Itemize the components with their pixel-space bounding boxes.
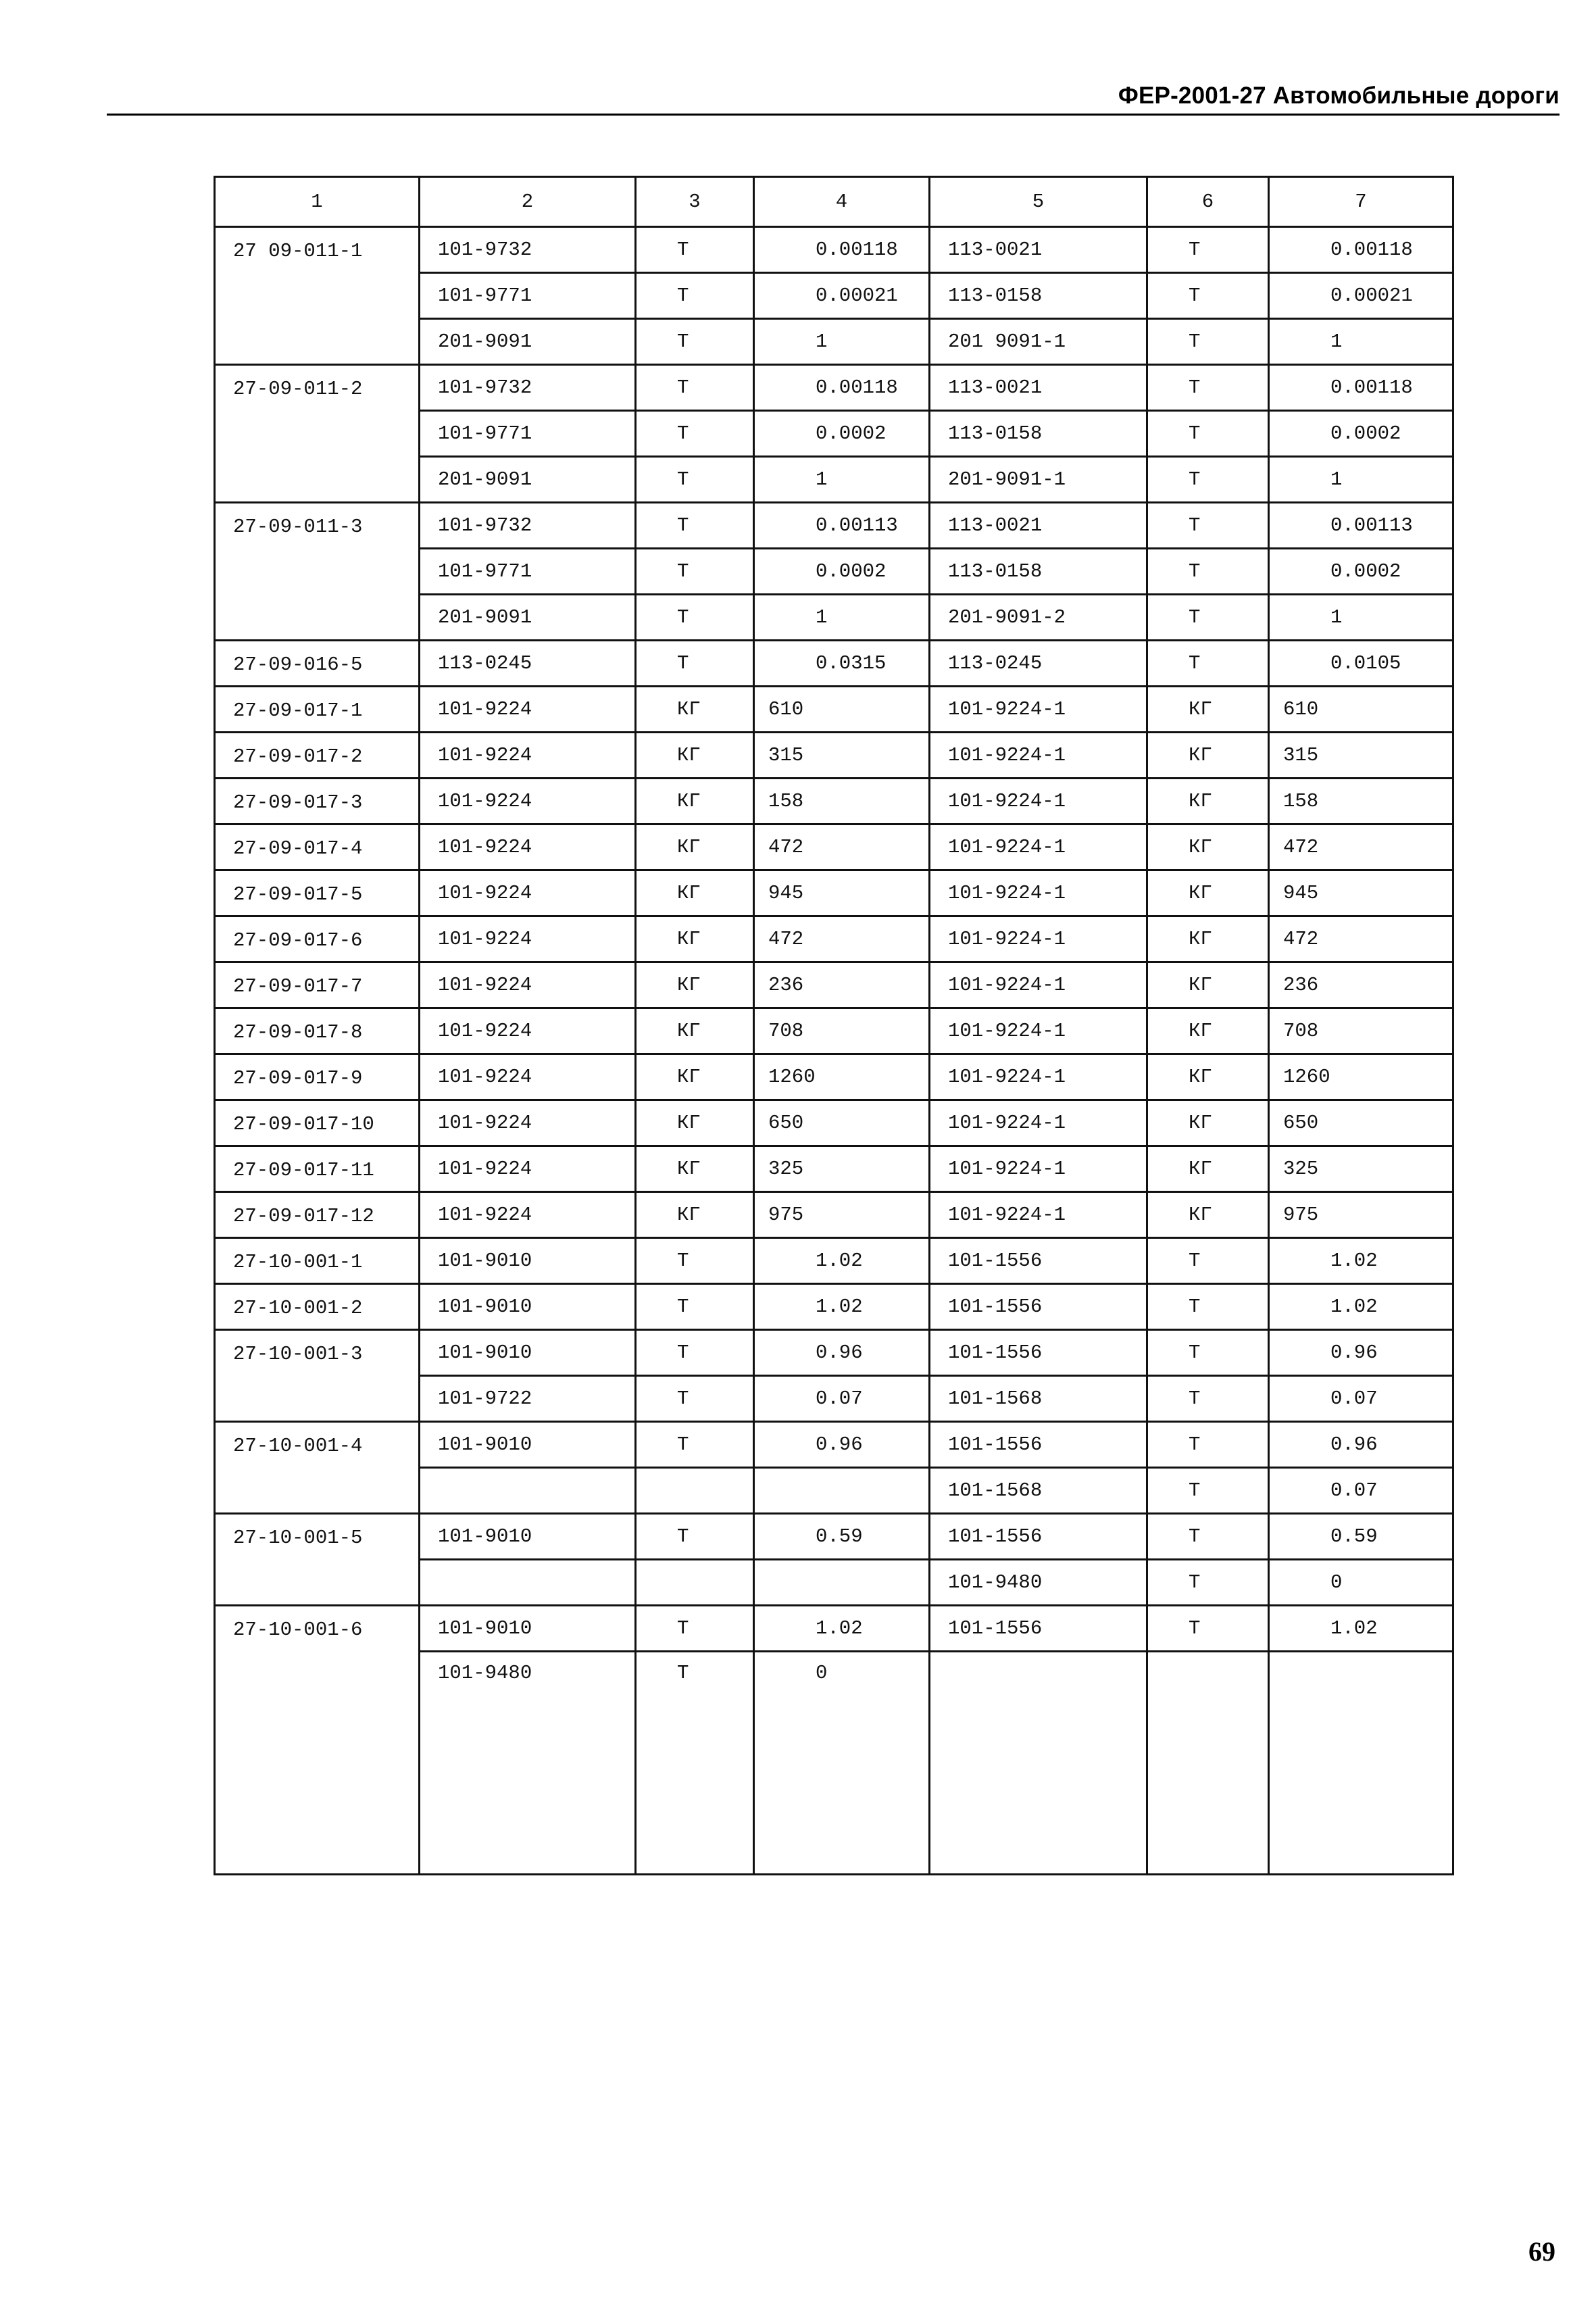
replacement-code-cell: 101-1556: [930, 1238, 1147, 1284]
replacement-unit-cell: Т: [1147, 549, 1269, 595]
resource-code-cell: 101-9224: [420, 779, 636, 824]
rate-code-cell: 27-10-001-5: [215, 1514, 420, 1606]
replacement-code-cell: 113-0021: [930, 227, 1147, 273]
replacement-quantity-cell: 0.00021: [1269, 273, 1453, 319]
replacement-code-cell: 113-0158: [930, 549, 1147, 595]
replacement-code-cell: 201-9091-1: [930, 457, 1147, 503]
table-row: [215, 870, 1453, 916]
rate-code-cell: 27-09-017-1: [215, 687, 420, 733]
rate-code-cell: 27-09-017-11: [215, 1146, 420, 1192]
resource-code-cell: 101-9224: [420, 1100, 636, 1146]
table-row: [215, 503, 1453, 549]
quantity-cell: 1.02: [754, 1606, 930, 1652]
replacement-quantity-cell: 0: [1269, 1560, 1453, 1606]
rate-code-cell: 27-09-017-6: [215, 916, 420, 962]
quantity-cell: 158: [754, 779, 930, 824]
unit-cell: Т: [636, 1330, 754, 1376]
replacement-quantity-cell: 472: [1269, 824, 1453, 870]
resource-code-cell: 101-9732: [420, 365, 636, 411]
replacement-unit-cell: Т: [1147, 365, 1269, 411]
unit-cell: КГ: [636, 916, 754, 962]
replacement-quantity-cell: 945: [1269, 870, 1453, 916]
replacement-code-cell: 101-9224-1: [930, 870, 1147, 916]
unit-cell: КГ: [636, 779, 754, 824]
resource-code-cell: 101-9010: [420, 1422, 636, 1468]
resource-code-cell: 101-9722: [420, 1376, 636, 1422]
resource-code-cell: 101-9224: [420, 1054, 636, 1100]
replacement-code-cell: 101-9480: [930, 1560, 1147, 1606]
column-header: 2: [420, 177, 636, 227]
replacement-unit-cell: КГ: [1147, 779, 1269, 824]
quantity-cell: 0.07: [754, 1376, 930, 1422]
quantity-cell: 0: [754, 1652, 930, 1875]
quantity-cell: 1: [754, 457, 930, 503]
replacement-quantity-cell: 1.02: [1269, 1284, 1453, 1330]
replacement-unit-cell: Т: [1147, 227, 1269, 273]
quantity-cell: 472: [754, 824, 930, 870]
replacement-unit-cell: Т: [1147, 1514, 1269, 1560]
quantity-cell: 975: [754, 1192, 930, 1238]
quantity-cell: [754, 1560, 930, 1606]
resource-code-cell: 201-9091: [420, 595, 636, 641]
column-header: 1: [215, 177, 420, 227]
table-row: [215, 1422, 1453, 1468]
rate-code-cell: 27 09-011-1: [215, 227, 420, 365]
rate-code-cell: 27-09-017-3: [215, 779, 420, 824]
rate-code-cell: 27-09-017-9: [215, 1054, 420, 1100]
resource-code-cell: 101-9224: [420, 916, 636, 962]
table-row: [215, 1284, 1453, 1330]
replacement-unit-cell: КГ: [1147, 916, 1269, 962]
resource-code-cell: 101-9010: [420, 1606, 636, 1652]
table-row: [215, 779, 1453, 824]
table-row: [215, 916, 1453, 962]
replacement-unit-cell: КГ: [1147, 870, 1269, 916]
replacement-quantity-cell: 158: [1269, 779, 1453, 824]
table-row: [215, 1192, 1453, 1238]
replacement-unit-cell: КГ: [1147, 1192, 1269, 1238]
replacement-quantity-cell: 975: [1269, 1192, 1453, 1238]
table-row: [215, 1008, 1453, 1054]
unit-cell: Т: [636, 1606, 754, 1652]
resource-code-cell: 101-9010: [420, 1238, 636, 1284]
quantity-cell: 0.96: [754, 1330, 930, 1376]
resource-table: [214, 176, 1454, 1875]
unit-cell: Т: [636, 641, 754, 687]
table-row: [215, 1238, 1453, 1284]
replacement-code-cell: 201 9091-1: [930, 319, 1147, 365]
resource-code-cell: [420, 1468, 636, 1514]
resource-code-cell: 101-9771: [420, 273, 636, 319]
quantity-cell: 315: [754, 733, 930, 779]
rate-code-cell: 27-09-017-5: [215, 870, 420, 916]
replacement-unit-cell: Т: [1147, 457, 1269, 503]
rate-code-cell: 27-10-001-2: [215, 1284, 420, 1330]
resource-code-cell: 101-9010: [420, 1330, 636, 1376]
table-row: [215, 1606, 1453, 1652]
replacement-code-cell: [930, 1652, 1147, 1875]
table-row: [215, 687, 1453, 733]
quantity-cell: 610: [754, 687, 930, 733]
replacement-quantity-cell: 1.02: [1269, 1238, 1453, 1284]
unit-cell: Т: [636, 595, 754, 641]
unit-cell: КГ: [636, 1054, 754, 1100]
replacement-quantity-cell: 0.0105: [1269, 641, 1453, 687]
quantity-cell: 0.00118: [754, 227, 930, 273]
table-row: [215, 824, 1453, 870]
replacement-unit-cell: Т: [1147, 1560, 1269, 1606]
replacement-quantity-cell: 0.0002: [1269, 549, 1453, 595]
replacement-unit-cell: Т: [1147, 1284, 1269, 1330]
quantity-cell: 236: [754, 962, 930, 1008]
table-row: [215, 365, 1453, 411]
rate-code-cell: 27-09-016-5: [215, 641, 420, 687]
unit-cell: Т: [636, 1284, 754, 1330]
column-number-row: [215, 177, 1453, 227]
replacement-unit-cell: Т: [1147, 1468, 1269, 1514]
resource-code-cell: 113-0245: [420, 641, 636, 687]
resource-code-cell: 101-9771: [420, 549, 636, 595]
replacement-quantity-cell: 1: [1269, 319, 1453, 365]
replacement-unit-cell: КГ: [1147, 824, 1269, 870]
replacement-code-cell: 101-9224-1: [930, 1192, 1147, 1238]
column-header: 6: [1147, 177, 1269, 227]
replacement-unit-cell: КГ: [1147, 1008, 1269, 1054]
replacement-code-cell: 101-9224-1: [930, 733, 1147, 779]
quantity-cell: 0.59: [754, 1514, 930, 1560]
rate-code-cell: 27-09-017-7: [215, 962, 420, 1008]
unit-cell: Т: [636, 1422, 754, 1468]
replacement-unit-cell: КГ: [1147, 1146, 1269, 1192]
unit-cell: КГ: [636, 870, 754, 916]
unit-cell: КГ: [636, 1192, 754, 1238]
resource-code-cell: 201-9091: [420, 457, 636, 503]
rate-code-cell: 27-09-011-2: [215, 365, 420, 503]
column-header: 5: [930, 177, 1147, 227]
unit-cell: Т: [636, 411, 754, 457]
unit-cell: Т: [636, 1652, 754, 1875]
rate-code-cell: 27-10-001-6: [215, 1606, 420, 1875]
replacement-code-cell: 101-1556: [930, 1606, 1147, 1652]
unit-cell: Т: [636, 273, 754, 319]
resource-code-cell: 101-9224: [420, 1008, 636, 1054]
quantity-cell: 945: [754, 870, 930, 916]
replacement-unit-cell: КГ: [1147, 687, 1269, 733]
resource-code-cell: 101-9732: [420, 227, 636, 273]
unit-cell: Т: [636, 365, 754, 411]
replacement-unit-cell: Т: [1147, 1422, 1269, 1468]
replacement-quantity-cell: 1260: [1269, 1054, 1453, 1100]
unit-cell: Т: [636, 549, 754, 595]
document-title: ФЕР-2001-27 Автомобильные дороги: [1118, 82, 1560, 109]
resource-code-cell: 101-9732: [420, 503, 636, 549]
rate-code-cell: 27-09-017-2: [215, 733, 420, 779]
resource-code-cell: 101-9224: [420, 824, 636, 870]
resource-code-cell: 101-9224: [420, 962, 636, 1008]
replacement-unit-cell: Т: [1147, 1606, 1269, 1652]
replacement-unit-cell: Т: [1147, 641, 1269, 687]
replacement-quantity-cell: 0.00118: [1269, 227, 1453, 273]
replacement-quantity-cell: 0.07: [1269, 1468, 1453, 1514]
quantity-cell: 0.96: [754, 1422, 930, 1468]
replacement-unit-cell: [1147, 1652, 1269, 1875]
unit-cell: КГ: [636, 962, 754, 1008]
quantity-cell: 1.02: [754, 1284, 930, 1330]
unit-cell: [636, 1560, 754, 1606]
replacement-quantity-cell: 610: [1269, 687, 1453, 733]
page-number: 69: [1528, 2236, 1555, 2267]
quantity-cell: 0.00118: [754, 365, 930, 411]
resource-code-cell: 101-9224: [420, 870, 636, 916]
quantity-cell: 0.0315: [754, 641, 930, 687]
table-row: [215, 1146, 1453, 1192]
quantity-cell: 0.0002: [754, 549, 930, 595]
table-row: [215, 1330, 1453, 1376]
replacement-code-cell: 101-9224-1: [930, 916, 1147, 962]
resource-code-cell: 101-9010: [420, 1284, 636, 1330]
replacement-unit-cell: Т: [1147, 273, 1269, 319]
unit-cell: Т: [636, 1376, 754, 1422]
unit-cell: Т: [636, 1514, 754, 1560]
replacement-quantity-cell: 315: [1269, 733, 1453, 779]
replacement-unit-cell: КГ: [1147, 733, 1269, 779]
replacement-unit-cell: Т: [1147, 595, 1269, 641]
resource-code-cell: [420, 1560, 636, 1606]
rate-code-cell: 27-10-001-1: [215, 1238, 420, 1284]
replacement-code-cell: 113-0158: [930, 411, 1147, 457]
replacement-code-cell: 101-1556: [930, 1330, 1147, 1376]
rate-code-cell: 27-10-001-3: [215, 1330, 420, 1422]
rate-code-cell: 27-10-001-4: [215, 1422, 420, 1514]
replacement-quantity-cell: 0.00113: [1269, 503, 1453, 549]
replacement-code-cell: 101-9224-1: [930, 962, 1147, 1008]
replacement-code-cell: 113-0158: [930, 273, 1147, 319]
unit-cell: КГ: [636, 1100, 754, 1146]
table-body: [215, 177, 1453, 1875]
replacement-quantity-cell: 0.96: [1269, 1422, 1453, 1468]
table-row: [215, 1514, 1453, 1560]
column-header: 4: [754, 177, 930, 227]
unit-cell: [636, 1468, 754, 1514]
unit-cell: Т: [636, 457, 754, 503]
rate-code-cell: 27-09-017-8: [215, 1008, 420, 1054]
replacement-unit-cell: Т: [1147, 1238, 1269, 1284]
replacement-unit-cell: КГ: [1147, 1054, 1269, 1100]
replacement-unit-cell: КГ: [1147, 962, 1269, 1008]
replacement-code-cell: 101-1556: [930, 1514, 1147, 1560]
replacement-code-cell: 101-9224-1: [930, 1054, 1147, 1100]
replacement-code-cell: 113-0021: [930, 503, 1147, 549]
unit-cell: КГ: [636, 687, 754, 733]
replacement-quantity-cell: 1: [1269, 457, 1453, 503]
resource-code-cell: 101-9224: [420, 687, 636, 733]
quantity-cell: 1: [754, 595, 930, 641]
resource-code-cell: 101-9224: [420, 1146, 636, 1192]
table-row: [215, 1100, 1453, 1146]
rate-code-cell: 27-09-017-12: [215, 1192, 420, 1238]
page-header: [107, 80, 1560, 116]
replacement-quantity-cell: 1.02: [1269, 1606, 1453, 1652]
unit-cell: КГ: [636, 824, 754, 870]
table-row: [215, 641, 1453, 687]
replacement-code-cell: 201-9091-2: [930, 595, 1147, 641]
rate-code-cell: 27-09-017-4: [215, 824, 420, 870]
replacement-unit-cell: Т: [1147, 1330, 1269, 1376]
replacement-quantity-cell: 325: [1269, 1146, 1453, 1192]
replacement-quantity-cell: 0.59: [1269, 1514, 1453, 1560]
replacement-quantity-cell: 0.07: [1269, 1376, 1453, 1422]
rate-code-cell: 27-09-011-3: [215, 503, 420, 641]
replacement-code-cell: 101-9224-1: [930, 1146, 1147, 1192]
replacement-unit-cell: Т: [1147, 503, 1269, 549]
quantity-cell: 0.0002: [754, 411, 930, 457]
quantity-cell: 708: [754, 1008, 930, 1054]
column-header: 3: [636, 177, 754, 227]
replacement-quantity-cell: 650: [1269, 1100, 1453, 1146]
unit-cell: Т: [636, 503, 754, 549]
resource-code-cell: 101-9010: [420, 1514, 636, 1560]
resource-code-cell: 201-9091: [420, 319, 636, 365]
replacement-unit-cell: Т: [1147, 411, 1269, 457]
unit-cell: Т: [636, 1238, 754, 1284]
replacement-quantity-cell: 0.00118: [1269, 365, 1453, 411]
replacement-code-cell: 101-9224-1: [930, 1100, 1147, 1146]
replacement-unit-cell: Т: [1147, 1376, 1269, 1422]
replacement-code-cell: 101-1568: [930, 1468, 1147, 1514]
table-row: [215, 227, 1453, 273]
resource-code-cell: 101-9480: [420, 1652, 636, 1875]
replacement-unit-cell: КГ: [1147, 1100, 1269, 1146]
quantity-cell: 1260: [754, 1054, 930, 1100]
replacement-code-cell: 101-9224-1: [930, 687, 1147, 733]
replacement-quantity-cell: 0.0002: [1269, 411, 1453, 457]
replacement-code-cell: 101-9224-1: [930, 824, 1147, 870]
replacement-code-cell: 113-0245: [930, 641, 1147, 687]
table-row: [215, 1054, 1453, 1100]
quantity-cell: 1: [754, 319, 930, 365]
replacement-quantity-cell: 1: [1269, 595, 1453, 641]
replacement-quantity-cell: 708: [1269, 1008, 1453, 1054]
unit-cell: КГ: [636, 733, 754, 779]
replacement-code-cell: 113-0021: [930, 365, 1147, 411]
rate-code-cell: 27-09-017-10: [215, 1100, 420, 1146]
quantity-cell: 472: [754, 916, 930, 962]
replacement-code-cell: 101-9224-1: [930, 779, 1147, 824]
quantity-cell: 1.02: [754, 1238, 930, 1284]
unit-cell: КГ: [636, 1008, 754, 1054]
quantity-cell: 0.00113: [754, 503, 930, 549]
replacement-code-cell: 101-1556: [930, 1422, 1147, 1468]
replacement-quantity-cell: 236: [1269, 962, 1453, 1008]
table-row: [215, 962, 1453, 1008]
quantity-cell: 650: [754, 1100, 930, 1146]
replacement-code-cell: 101-1568: [930, 1376, 1147, 1422]
unit-cell: КГ: [636, 1146, 754, 1192]
replacement-code-cell: 101-9224-1: [930, 1008, 1147, 1054]
replacement-quantity-cell: 472: [1269, 916, 1453, 962]
replacement-unit-cell: Т: [1147, 319, 1269, 365]
replacement-code-cell: 101-1556: [930, 1284, 1147, 1330]
table-row: [215, 733, 1453, 779]
quantity-cell: 325: [754, 1146, 930, 1192]
column-header: 7: [1269, 177, 1453, 227]
unit-cell: Т: [636, 319, 754, 365]
replacement-quantity-cell: 0.96: [1269, 1330, 1453, 1376]
resource-code-cell: 101-9224: [420, 1192, 636, 1238]
quantity-cell: [754, 1468, 930, 1514]
resource-code-cell: 101-9224: [420, 733, 636, 779]
quantity-cell: 0.00021: [754, 273, 930, 319]
resource-code-cell: 101-9771: [420, 411, 636, 457]
replacement-quantity-cell: [1269, 1652, 1453, 1875]
unit-cell: Т: [636, 227, 754, 273]
